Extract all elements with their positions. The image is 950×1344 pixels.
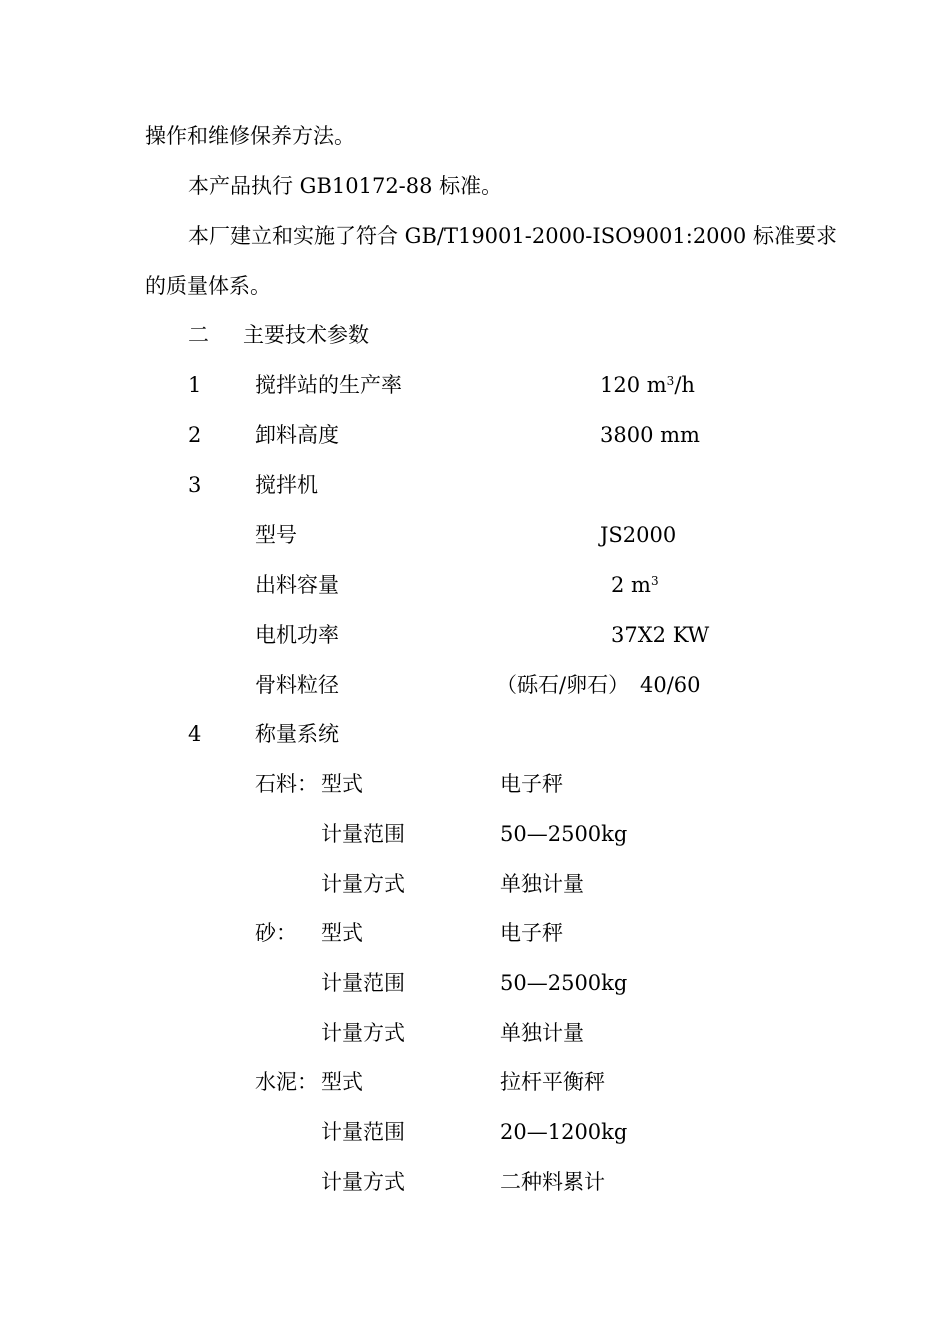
param-number: 1	[188, 373, 202, 397]
paragraph-standard: 本产品执行 GB10172-88 标准。	[188, 174, 503, 198]
value-text: 2 m	[611, 573, 651, 597]
param-value	[600, 375, 695, 396]
paragraph-quality-line1: 本厂建立和实施了符合 GB/T19001-2000-ISO9001:2000 标准要求	[188, 224, 837, 248]
paragraph-quality-line2: 的质量体系。	[145, 274, 271, 298]
mixer-power-value: 37X2 KW	[611, 623, 710, 647]
weighing-label: 型式	[321, 1070, 363, 1094]
weighing-value: 20—1200kg	[500, 1120, 628, 1144]
weighing-label: 计量范围	[321, 1120, 405, 1144]
param-number: 3	[188, 473, 202, 497]
mixer-model-label: 型号	[255, 523, 297, 547]
param-number: 4	[188, 722, 202, 746]
weighing-value: 单独计量	[500, 872, 584, 896]
weighing-value: 二种料累计	[500, 1170, 605, 1194]
weighing-value: 电子秤	[500, 772, 563, 796]
section-number: 二	[188, 323, 209, 347]
weighing-value: 拉杆平衡秤	[500, 1070, 605, 1094]
value-unit: /h	[674, 373, 695, 397]
param-number: 2	[188, 423, 202, 447]
weighing-label: 计量范围	[321, 971, 405, 995]
mixer-aggregate-label: 骨料粒径	[255, 673, 339, 697]
paragraph-line: 操作和维修保养方法。	[145, 124, 355, 148]
mixer-capacity-value	[611, 575, 659, 596]
material-cement: 水泥：	[255, 1070, 318, 1094]
weighing-label: 型式	[321, 921, 363, 945]
material-sand: 砂：	[255, 921, 297, 945]
weighing-value: 50—2500kg	[500, 971, 628, 995]
mixer-model-value: JS2000	[600, 523, 677, 547]
weighing-value: 单独计量	[500, 1021, 584, 1045]
weighing-label: 计量方式	[321, 1170, 405, 1194]
weighing-value: 50—2500kg	[500, 822, 628, 846]
param-label: 搅拌站的生产率	[255, 373, 402, 397]
weighing-label: 计量方式	[321, 1021, 405, 1045]
param-label: 称量系统	[255, 722, 339, 746]
material-stone: 石料：	[255, 772, 318, 796]
param-label: 搅拌机	[255, 473, 318, 497]
param-value: 3800 mm	[600, 423, 700, 447]
weighing-value: 电子秤	[500, 921, 563, 945]
mixer-aggregate-note: （砾石/卵石）	[496, 673, 630, 697]
mixer-aggregate-value: 40/60	[640, 673, 701, 697]
value-text: 120 m	[600, 373, 667, 397]
param-label: 卸料高度	[255, 423, 339, 447]
weighing-label: 计量方式	[321, 872, 405, 896]
weighing-label: 型式	[321, 772, 363, 796]
weighing-label: 计量范围	[321, 822, 405, 846]
section-title: 主要技术参数	[243, 323, 369, 347]
mixer-power-label: 电机功率	[255, 623, 339, 647]
value-superscript: 3	[650, 574, 659, 588]
value-superscript: 3	[666, 374, 675, 388]
mixer-capacity-label: 出料容量	[255, 573, 339, 597]
